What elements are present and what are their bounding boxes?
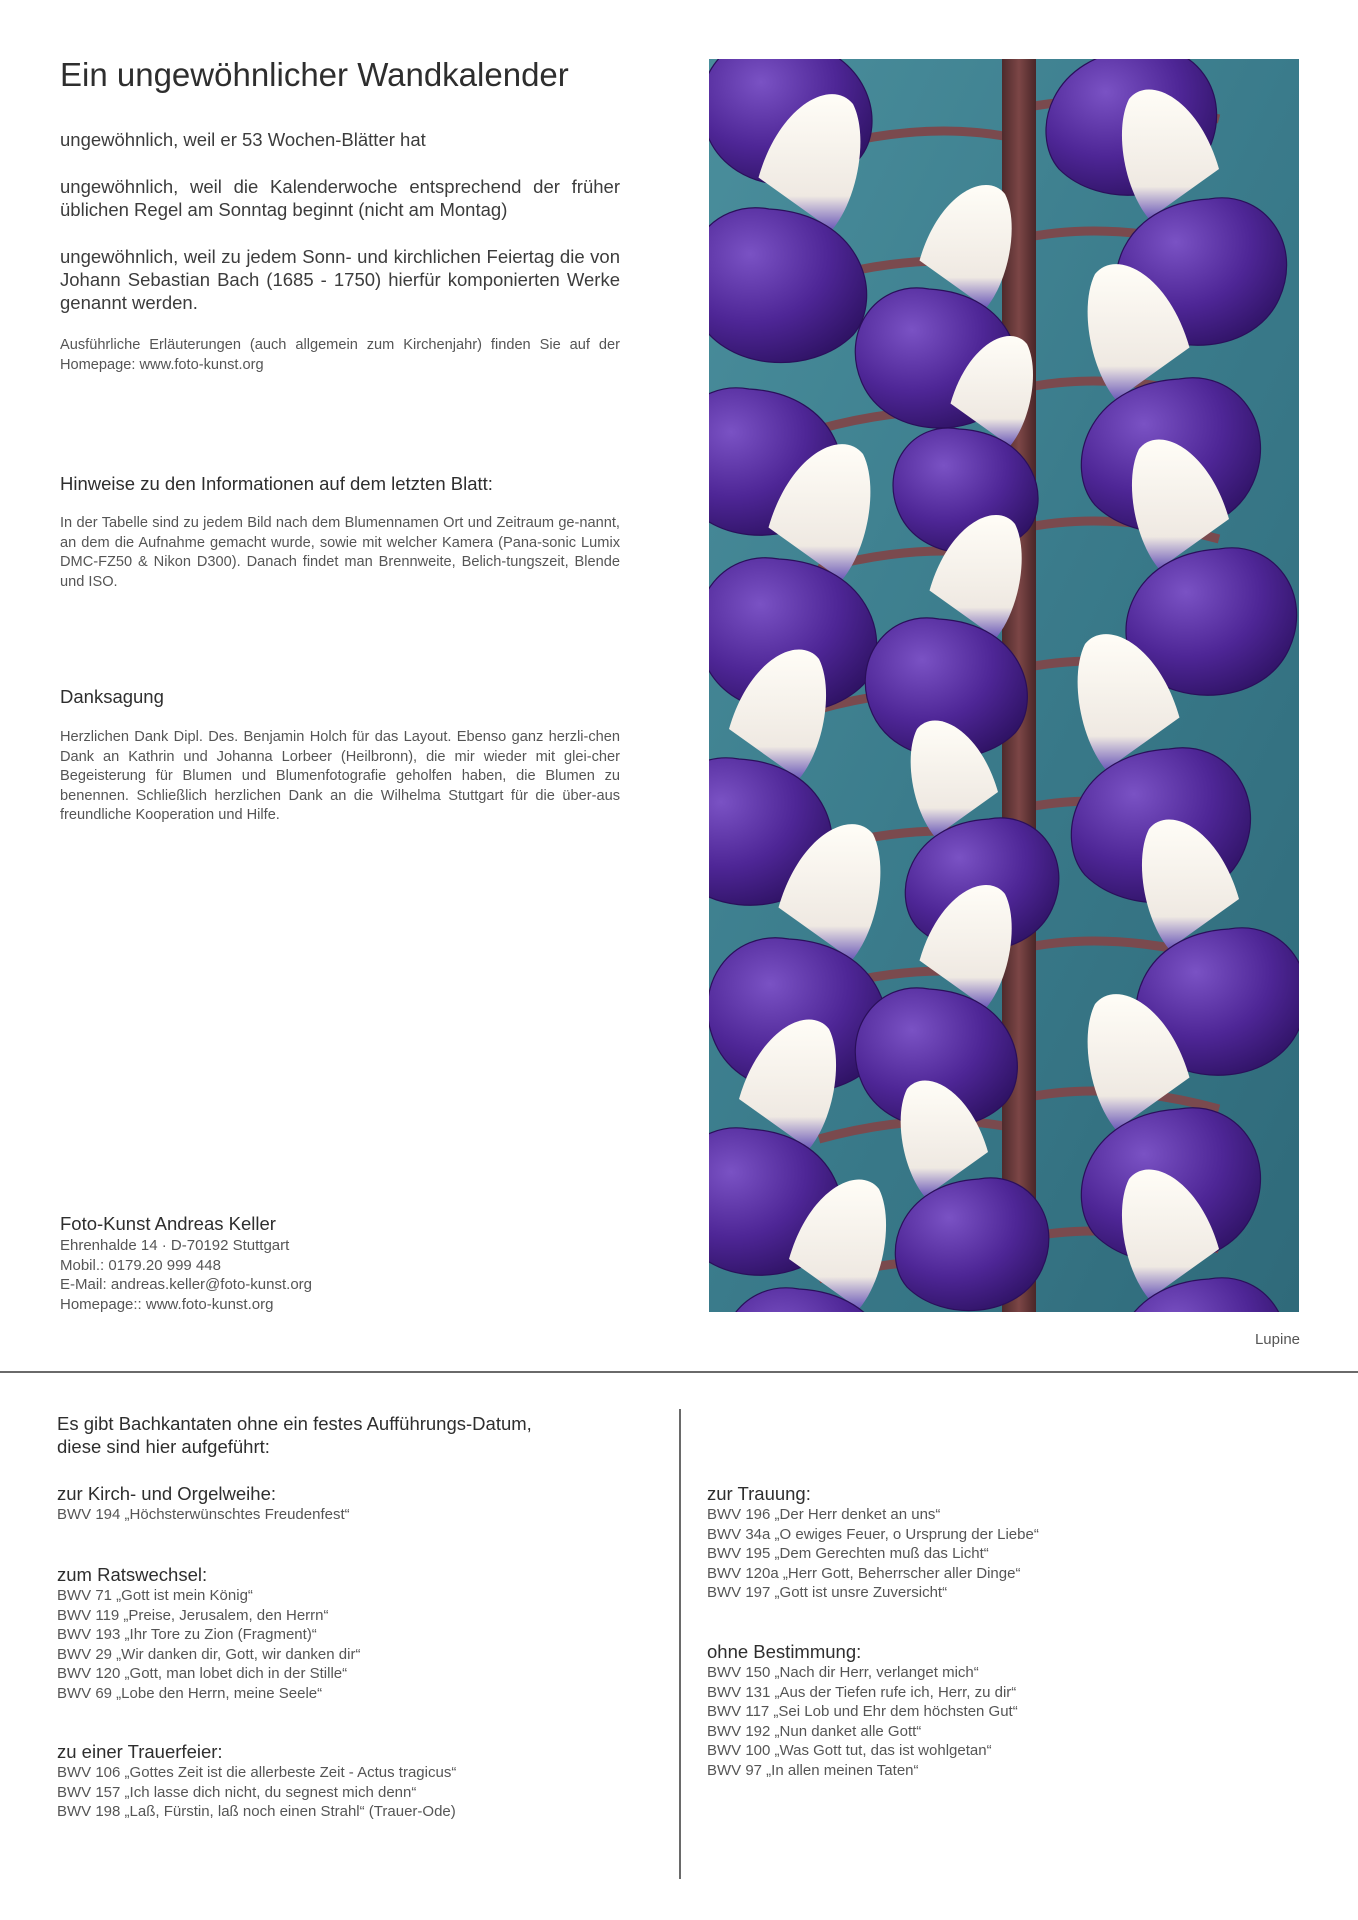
cantata-item: BWV 120 „Gott, man lobet dich in der Stille“ bbox=[57, 1665, 348, 1683]
cantata-group-kirchweihe bbox=[57, 1483, 657, 1525]
intro-line-2: ungewöhnlich, weil die Kalenderwoche entsprechend der früher üblichen Regel am Sonntag beginnt (nicht am Montag) bbox=[60, 176, 620, 220]
hints-heading: Hinweise zu den Informationen auf dem letzten Blatt: bbox=[60, 473, 493, 494]
cantata-item: BWV 29 „Wir danken dir, Gott, wir danken dir“ bbox=[57, 1645, 361, 1663]
hints-text: In der Tabelle sind zu jedem Bild nach dem Blumennamen Ort und Zeitraum ge-nannt, an dem die Aufnahme gemacht wurde, sowie mit welcher Kamera (Pana-sonic Lumix DMC-FZ50 & Nikon D300). Danach findet man Brennweite, Belich-tungszeit, Blende und ISO. bbox=[60, 515, 620, 590]
photo-caption: Lupine bbox=[1254, 1331, 1300, 1348]
cantata-item: BWV 194 „Höchsterwünschtes Freudenfest“ bbox=[57, 1506, 350, 1523]
contact-mobile: Mobil.: 0179.20 999 448 bbox=[60, 1256, 221, 1274]
cantata-item: BWV 193 „Ihr Tore zu Zion (Fragment)“ bbox=[57, 1626, 317, 1644]
cantata-intro bbox=[57, 1413, 532, 1458]
group-title: zur Kirch- und Orgelweihe: bbox=[57, 1483, 277, 1504]
cantata-intro-line-1: Es gibt Bachkantaten ohne ein festes Aufführungs-Datum, bbox=[57, 1413, 532, 1434]
cantata-item: BWV 69 „Lobe den Herrn, meine Seele“ bbox=[57, 1684, 323, 1702]
lupine-illustration bbox=[709, 59, 1299, 1312]
lupine-photo bbox=[709, 59, 1299, 1312]
cantata-item: BWV 34a „O ewiges Feuer, o Ursprung der Liebe“ bbox=[707, 1525, 1039, 1543]
cantata-item: BWV 196 „Der Herr denket an uns“ bbox=[707, 1506, 941, 1523]
group-title: zum Ratswechsel: bbox=[57, 1564, 208, 1585]
group-title: zur Trauung: bbox=[707, 1483, 811, 1504]
cantata-item: BWV 197 „Gott ist unsre Zuversicht“ bbox=[707, 1584, 948, 1602]
contact-homepage: Homepage:: www.foto-kunst.org bbox=[60, 1295, 274, 1313]
cantata-item: BWV 195 „Dem Gerechten muß das Licht“ bbox=[707, 1545, 989, 1563]
cantata-group-trauung bbox=[707, 1483, 1307, 1603]
cantata-group-trauerfeier bbox=[57, 1741, 657, 1822]
cantata-intro-line-2: diese sind hier aufgeführt: bbox=[57, 1435, 270, 1457]
contact-address: Ehrenhalde 14 · D-70192 Stuttgart bbox=[60, 1237, 290, 1254]
horizontal-divider bbox=[0, 1371, 1358, 1373]
contact-name: Foto-Kunst Andreas Keller bbox=[60, 1213, 276, 1234]
cantata-item: BWV 117 „Sei Lob und Ehr dem höchsten Gut“ bbox=[707, 1703, 1018, 1721]
cantata-item: BWV 131 „Aus der Tiefen rufe ich, Herr, zu dir“ bbox=[707, 1683, 1017, 1701]
page-title: Ein ungewöhnlicher Wandkalender bbox=[60, 56, 569, 93]
cantata-item: BWV 97 „In allen meinen Taten“ bbox=[707, 1761, 919, 1779]
cantata-item: BWV 106 „Gottes Zeit ist die allerbeste Zeit - Actus tragicus“ bbox=[57, 1764, 457, 1781]
cantata-item: BWV 71 „Gott ist mein König“ bbox=[57, 1587, 253, 1604]
intro-line-1: ungewöhnlich, weil er 53 Wochen-Blätter hat bbox=[60, 129, 426, 150]
cantata-item: BWV 198 „Laß, Fürstin, laß noch einen Strahl“ (Trauer-Ode) bbox=[57, 1803, 456, 1821]
cantata-group-ohne-bestimmung bbox=[707, 1641, 1307, 1781]
thanks-text: Herzlichen Dank Dipl. Des. Benjamin Holch für das Layout. Ebenso ganz herzli-chen Dank an Kathrin und Johanna Lorbeer (Heilbronn), die mir wieder mit glei-cher Begeisterung für Blumen und Blumenfotografie geholfen haben, die Blumen zu benennen. Schließlich herzlichen Dank an die Wilhelma Stuttgart für die über-aus freundliche Kooperation und Hilfe. bbox=[60, 729, 620, 823]
thanks-heading: Danksagung bbox=[60, 686, 164, 707]
cantata-item: BWV 100 „Was Gott tut, das ist wohlgetan“ bbox=[707, 1742, 992, 1760]
flower-cluster bbox=[709, 59, 1299, 1312]
details-note: Ausführliche Erläuterungen (auch allgemein zum Kirchenjahr) finden Sie auf der Homepage: www.foto-kunst.org bbox=[60, 337, 620, 373]
cantata-item: BWV 120a „Herr Gott, Beherrscher aller Dinge“ bbox=[707, 1564, 1021, 1582]
intro-line-3: ungewöhnlich, weil zu jedem Sonn- und kirchlichen Feiertag die von Johann Sebastian Bach (1685 - 1750) hierfür komponierten Werke genannt werden. bbox=[60, 246, 620, 313]
vertical-divider bbox=[679, 1409, 681, 1879]
cantata-item: BWV 192 „Nun danket alle Gott“ bbox=[707, 1722, 922, 1740]
contact-block bbox=[60, 1212, 312, 1314]
cantata-group-ratswechsel bbox=[57, 1564, 657, 1704]
cantata-item: BWV 119 „Preise, Jerusalem, den Herrn“ bbox=[57, 1606, 329, 1624]
group-title: ohne Bestimmung: bbox=[707, 1641, 862, 1662]
group-title: zu einer Trauerfeier: bbox=[57, 1741, 223, 1762]
cantata-item: BWV 150 „Nach dir Herr, verlanget mich“ bbox=[707, 1664, 979, 1681]
cantata-item: BWV 157 „Ich lasse dich nicht, du segnest mich denn“ bbox=[57, 1783, 417, 1801]
contact-email: E-Mail: andreas.keller@foto-kunst.org bbox=[60, 1276, 312, 1294]
